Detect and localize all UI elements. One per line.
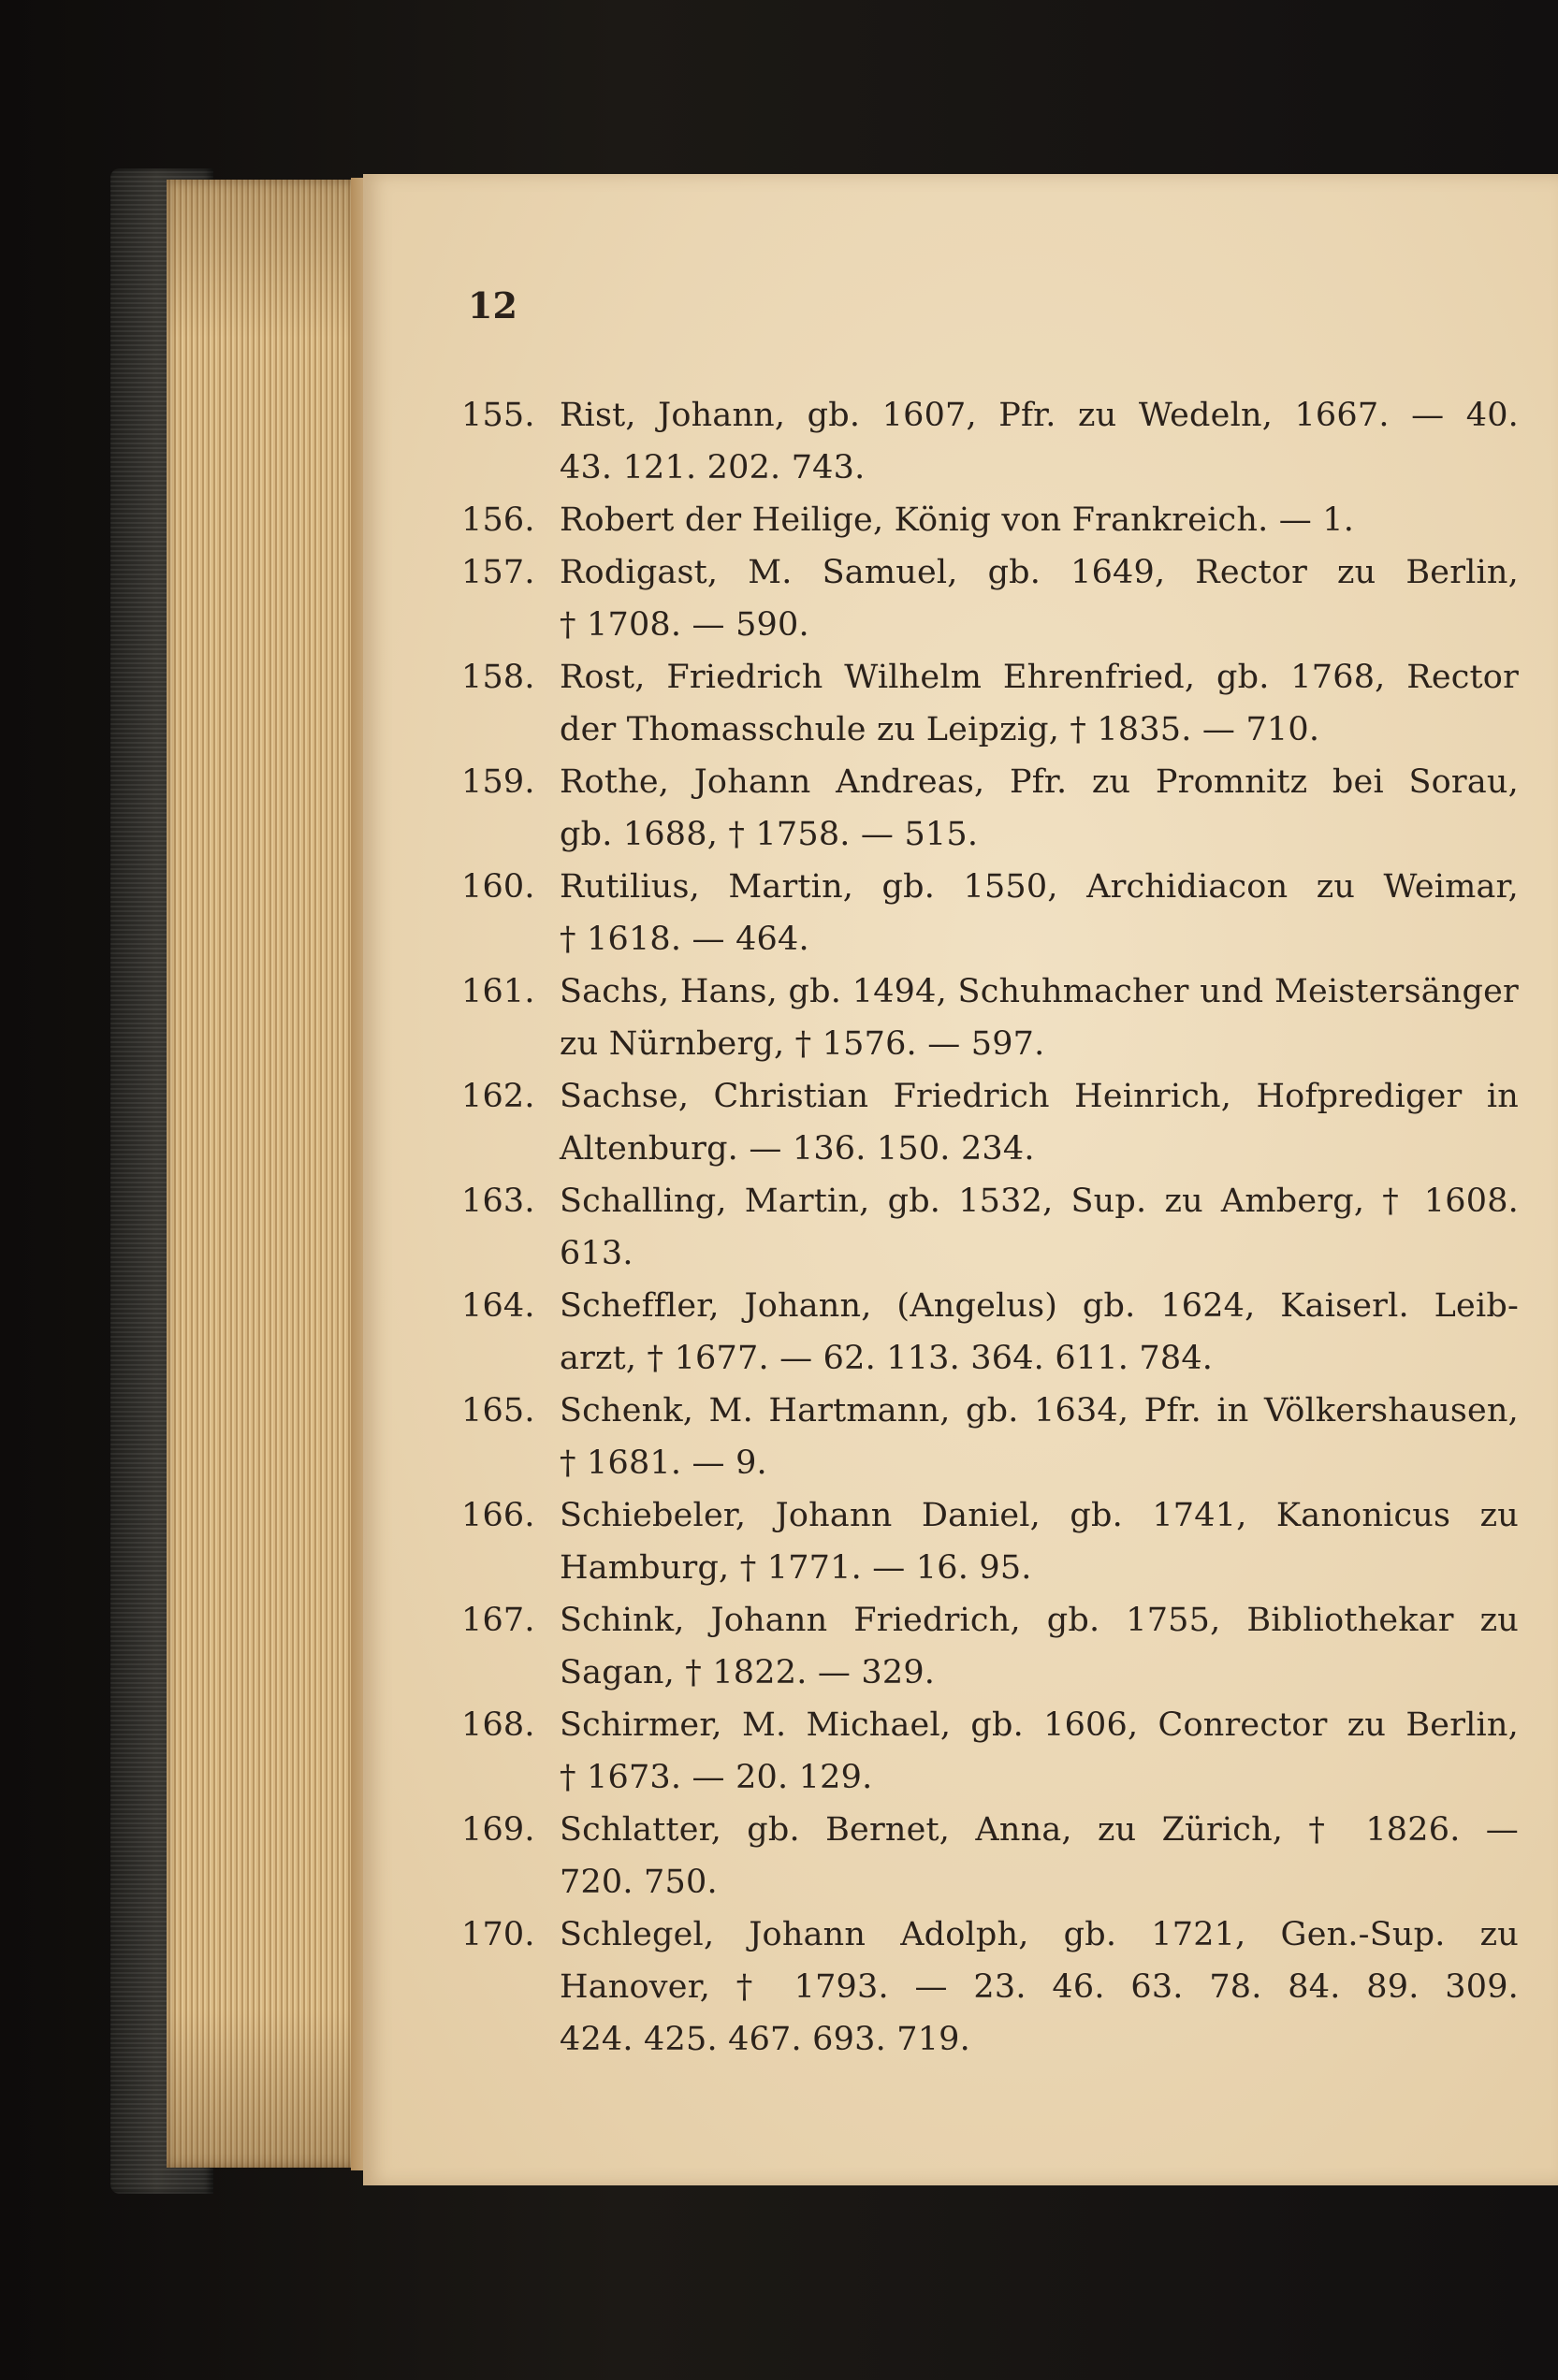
entry-line: Robert der Heilige, König von Frankreich. — 1. xyxy=(560,501,1355,539)
entry-text xyxy=(560,1070,1519,1175)
entry-text xyxy=(560,1385,1519,1489)
entry-line: 43. 121. 202. 743. xyxy=(560,449,866,486)
entry-number: 161. xyxy=(461,973,535,1010)
entry-line: Schenk, M. Hartmann, gb. 1634, Pfr. in Völkershausen, xyxy=(560,1392,1519,1429)
entry-text xyxy=(560,1489,1519,1594)
entry-line: Sachse, Christian Friedrich Heinrich, Hofprediger in xyxy=(560,1078,1519,1115)
entry-line: 613. xyxy=(560,1235,633,1272)
entry-number: 166. xyxy=(461,1497,535,1534)
entry-line: Schirmer, M. Michael, gb. 1606, Conrector zu Berlin, xyxy=(560,1706,1519,1744)
index-entry xyxy=(461,756,1519,861)
entry-number: 170. xyxy=(461,1916,535,1953)
entry-number: 158. xyxy=(461,659,535,696)
entry-text xyxy=(560,1594,1519,1699)
entry-text xyxy=(560,965,1519,1070)
entry-number: 169. xyxy=(461,1811,535,1849)
index-entry xyxy=(461,494,1519,546)
entry-line: † 1708. — 590. xyxy=(560,606,809,644)
index-entry xyxy=(461,1699,1519,1804)
entry-line: Rutilius, Martin, gb. 1550, Archidiacon zu Weimar, xyxy=(560,868,1519,906)
index-entry xyxy=(461,1594,1519,1699)
page-number: 12 xyxy=(468,284,517,327)
entry-line: Schalling, Martin, gb. 1532, Sup. zu Amberg, † 1608. xyxy=(560,1183,1519,1220)
entry-line: Hanover, † 1793. — 23. 46. 63. 78. 84. 89. 309. xyxy=(560,1968,1519,2006)
entry-line: Altenburg. — 136. 150. 234. xyxy=(560,1130,1035,1168)
index-entry xyxy=(461,546,1519,651)
entry-number: 165. xyxy=(461,1392,535,1429)
index-entry xyxy=(461,1280,1519,1385)
entry-number: 164. xyxy=(461,1287,535,1325)
entry-number: 168. xyxy=(461,1706,535,1744)
entry-number: 157. xyxy=(461,554,535,591)
page-edges xyxy=(167,180,358,2168)
entry-text xyxy=(560,546,1519,651)
index-entry xyxy=(461,861,1519,965)
entry-number: 159. xyxy=(461,763,535,801)
entry-number: 160. xyxy=(461,868,535,906)
entry-line: † 1681. — 9. xyxy=(560,1444,767,1482)
entry-text xyxy=(560,1804,1519,1908)
entry-line: Schiebeler, Johann Daniel, gb. 1741, Kanonicus zu xyxy=(560,1497,1519,1534)
index-entry xyxy=(461,1908,1519,2066)
entry-line: Sagan, † 1822. — 329. xyxy=(560,1654,936,1691)
entry-line: der Thomasschule zu Leipzig, † 1835. — 710. xyxy=(560,711,1320,748)
entry-line: † 1618. — 464. xyxy=(560,921,809,958)
entry-number: 163. xyxy=(461,1183,535,1220)
entry-text xyxy=(560,1175,1519,1280)
entry-line: Rist, Johann, gb. 1607, Pfr. zu Wedeln, 1667. — 40. xyxy=(560,397,1519,434)
entry-line: arzt, † 1677. — 62. 113. 364. 611. 784. xyxy=(560,1340,1214,1377)
index-entry xyxy=(461,1385,1519,1489)
entry-text xyxy=(560,389,1519,494)
entry-line: Schlegel, Johann Adolph, gb. 1721, Gen.-Sup. zu xyxy=(560,1916,1519,1953)
entry-line: Sachs, Hans, gb. 1494, Schuhmacher und Meistersänger xyxy=(560,973,1519,1010)
hymn-author-index xyxy=(461,389,1519,2066)
entry-number: 162. xyxy=(461,1078,535,1115)
entry-text xyxy=(560,651,1519,756)
entry-line: Rothe, Johann Andreas, Pfr. zu Promnitz bei Sorau, xyxy=(560,763,1519,801)
index-entry xyxy=(461,389,1519,494)
entry-text xyxy=(560,494,1519,546)
index-entry xyxy=(461,1804,1519,1908)
entry-text xyxy=(560,861,1519,965)
index-entry xyxy=(461,1489,1519,1594)
entry-line: Schlatter, gb. Bernet, Anna, zu Zürich, † 1826. — xyxy=(560,1811,1519,1849)
entry-text xyxy=(560,756,1519,861)
entry-line: Rodigast, M. Samuel, gb. 1649, Rector zu Berlin, xyxy=(560,554,1519,591)
entry-text xyxy=(560,1280,1519,1385)
entry-number: 155. xyxy=(461,397,535,434)
entry-line: † 1673. — 20. 129. xyxy=(560,1759,873,1796)
entry-line: Rost, Friedrich Wilhelm Ehrenfried, gb. 1768, Rector xyxy=(560,659,1519,696)
entry-line: Schink, Johann Friedrich, gb. 1755, Bibliothekar zu xyxy=(560,1602,1519,1639)
index-entry xyxy=(461,1175,1519,1280)
entry-line: 424. 425. 467. 693. 719. xyxy=(560,2021,970,2058)
index-entry xyxy=(461,1070,1519,1175)
entry-line: zu Nürnberg, † 1576. — 597. xyxy=(560,1025,1045,1063)
entry-number: 156. xyxy=(461,501,535,539)
index-entry xyxy=(461,965,1519,1070)
entry-line: 720. 750. xyxy=(560,1864,718,1901)
entry-line: Scheffler, Johann, (Angelus) gb. 1624, Kaiserl. Leib- xyxy=(560,1287,1519,1325)
book-page xyxy=(363,174,1558,2185)
entry-text xyxy=(560,1699,1519,1804)
entry-text xyxy=(560,1908,1519,2066)
index-entry xyxy=(461,651,1519,756)
entry-line: gb. 1688, † 1758. — 515. xyxy=(560,816,979,853)
entry-number: 167. xyxy=(461,1602,535,1639)
entry-line: Hamburg, † 1771. — 16. 95. xyxy=(560,1549,1032,1587)
